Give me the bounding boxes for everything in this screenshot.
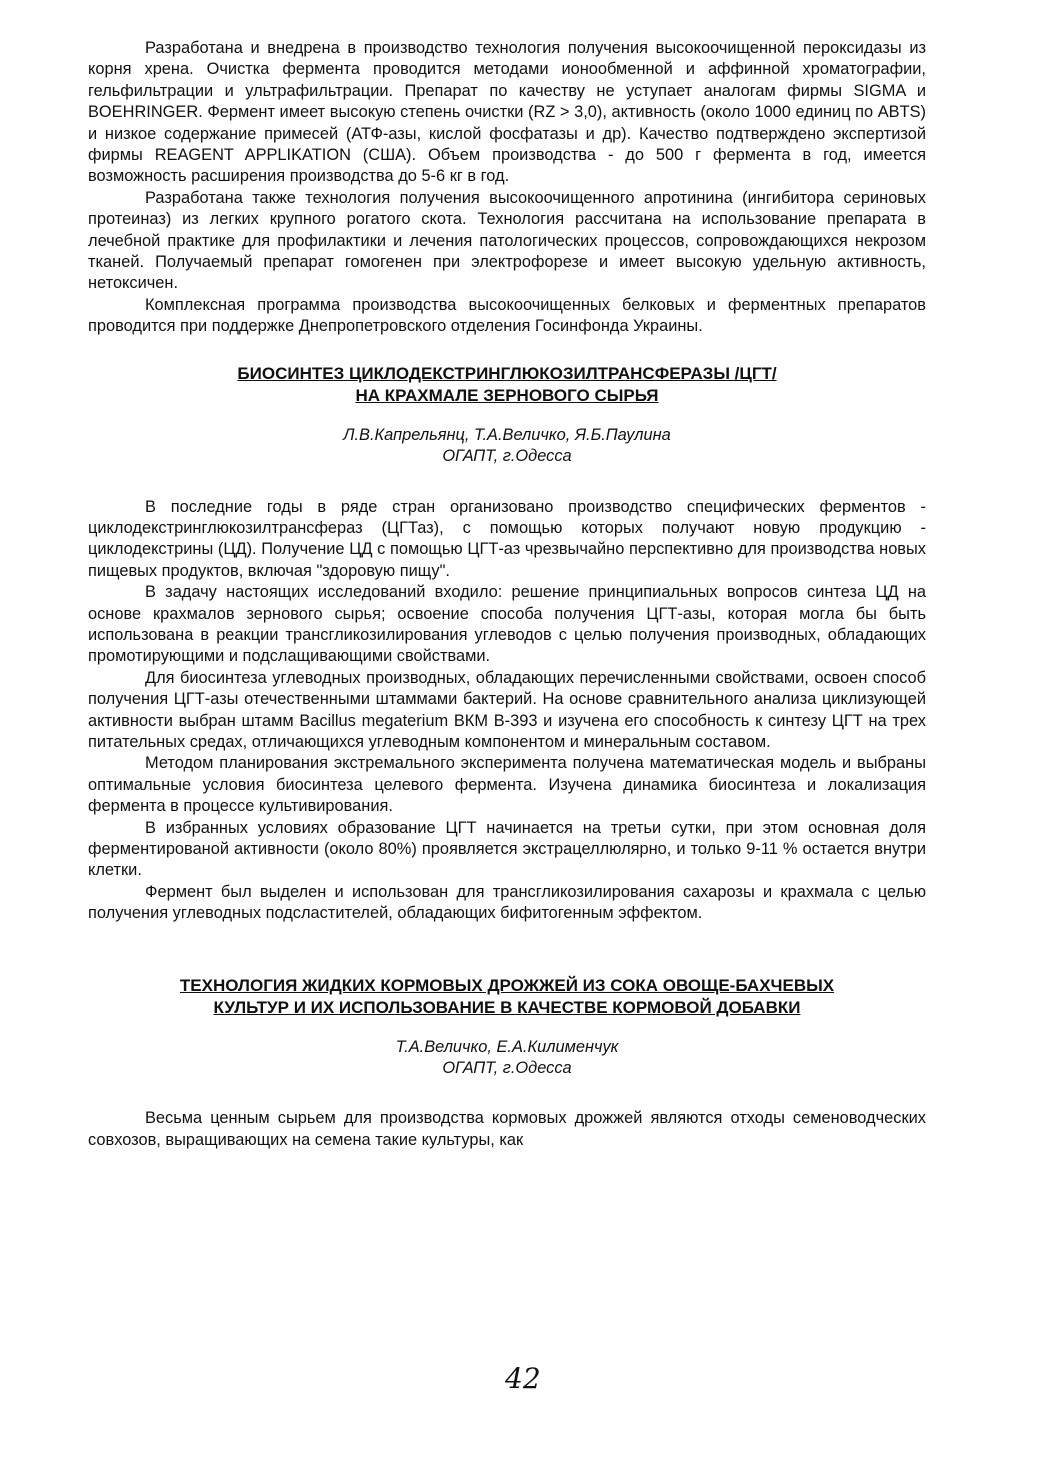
page-content (88, 38, 926, 1151)
article-title (88, 363, 926, 407)
article-biosynthesis (88, 363, 926, 925)
article-title (88, 975, 926, 1019)
paragraph: Методом планирования экстремального эксперимента получена математическая модель и выбраны оптимальные условия биосинтеза целевого фермента. Изучена динамика биосинтеза и локализация фермента в процессе культивирования. (88, 754, 926, 816)
title-line: БИОСИНТЕЗ ЦИКЛОДЕКСТРИНГЛЮКОЗИЛТРАНСФЕРАЗЫ /ЦГТ/ (237, 363, 777, 383)
paragraph: В избранных условиях образование ЦГТ начинается на третьи сутки, при этом основная доля ферментированой активности (около 80%) проявляется экстрацеллюлярно, и только 9-11 % остается внутри клетки. (88, 818, 926, 880)
paragraph: Разработана также технология получения высокоочищенного апротинина (ингибитора сериновых протеиназ) из легких крупного рогатого скота. Технология рассчитана на использование препарата в лечебной практике для профилактики и лечения патологических процессов, сопровождающихся некрозом тканей. Получаемый препарат гомогенен при электрофорезе и имеет высокую удельную активность, нетоксичен. (88, 188, 926, 293)
title-line: НА КРАХМАЛЕ ЗЕРНОВОГО СЫРЬЯ (355, 385, 659, 405)
article-affiliation: ОГАПТ, г.Одесса (442, 447, 572, 466)
article-feed-yeast (88, 975, 926, 1152)
title-line: ТЕХНОЛОГИЯ ЖИДКИХ КОРМОВЫХ ДРОЖЖЕЙ ИЗ СОКА ОВОЩЕ-БАХЧЕВЫХ (179, 975, 835, 995)
paragraph: Фермент был выделен и использован для трансгликозилирования сахарозы и крахмала с целью получения углеводных подсластителей, обладающих бифитогенным эффектом. (88, 882, 926, 923)
article-authors: Л.В.Капрельянц, Т.А.Величко, Я.Б.Паулина (343, 425, 671, 444)
paragraph: В последние годы в ряде стран организовано производство специфических ферментов - циклодекстринглюкозилтрансфераз (ЦГТаз), с помощью которых получают новую продукцию - циклодекстрины (ЦД). Получение ЦД с помощью ЦГТ-аз чрезвычайно перспективно для производства новых пищевых продуктов, включая "здоровую пищу". (88, 497, 926, 580)
paragraph: Весьма ценным сырьем для производства кормовых дрожжей являются отходы семеноводческих совхозов, выращивающих на семена такие культуры, как (88, 1109, 926, 1149)
paragraph: Для биосинтеза углеводных производных, обладающих перечисленными свойствами, освоен способ получения ЦГТ-азы отечественными штаммами бактерий. На основе сравнительного анализа циклизующей активности выбран штамм Bacillus megaterium ВКМ В-393 и изучена его способность к синтезу ЦГТ на трех питательных средах, отличающихся углеводным компонентом и минеральным составом. (88, 668, 926, 751)
paragraph: В задачу настоящих исследований входило: решение принципиальных вопросов синтеза ЦД на основе крахмалов зернового сырья; освоение способа получения ЦГТ-азы, которая могла бы быть использована в реакции трансгликозилирования углеводов с целью получения производных, обладающих промотирующими и подслащивающими свойствами. (88, 583, 926, 666)
page-number: 42 (505, 1362, 541, 1395)
paragraph: Комплексная программа производства высокоочищенных белковых и ферментных препаратов проводится при поддержке Днепропетровского отделения Госинфонда Украины. (88, 295, 926, 336)
title-line: КУЛЬТУР И ИХ ИСПОЛЬЗОВАНИЕ В КАЧЕСТВЕ КОРМОВОЙ ДОБАВКИ (213, 997, 801, 1017)
article-authors: Т.А.Величко, Е.А.Килименчук (395, 1037, 619, 1056)
paragraph: Разработана и внедрена в производство технология получения высокоочищенной пероксидазы из корня хрена. Очистка фермента проводится методами ионообменной и аффинной хроматографии, гельфильтрации и ультрафильтрации. Препарат по качеству не уступает аналогам фирмы SIGMA и BOEHRINGER. Фермент имеет высокую степень очистки (RZ > 3,0), активность (около 1000 единиц по ABTS) и низкое содержание примесей (АТФ-азы, кислой фосфатазы и др). Качество подтверждено экспертизой фирмы REAGENT APPLIKATION (США). Объем производства - до 500 г фермента в год, имеется возможность расширения производства до 5-6 кг в год. (88, 39, 926, 186)
article-affiliation: ОГАПТ, г.Одесса (442, 1059, 572, 1078)
intro-section (88, 38, 926, 338)
